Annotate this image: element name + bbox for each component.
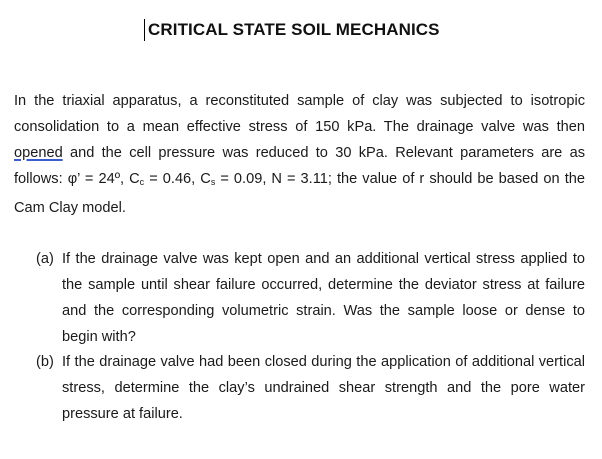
text-cursor	[144, 19, 145, 41]
question-b-text: If the drainage valve had been closed during the application of additional vertical stress, determine the clay’s undrained shear strength and the pore water pressure at failure.	[62, 354, 585, 422]
intro-text-4: = 0.09, N = 3.11; the value of r should be based on the Cam Clay model.	[14, 171, 585, 216]
spellcheck-flagged-word[interactable]: opened	[14, 145, 63, 161]
question-b	[36, 349, 585, 427]
intro-text-1: In the triaxial apparatus, a reconstituted sample of clay was subjected to isotropic consolidation to a mean effective stress of 150 kPa. The drainage valve was then	[14, 93, 585, 135]
problem-statement	[14, 88, 585, 221]
question-a-label: (a)	[36, 251, 54, 267]
title-block	[144, 18, 440, 42]
cc-subscript: c	[139, 177, 145, 187]
question-a-text: If the drainage valve was kept open and an additional vertical stress applied to the sample until shear failure occurred, determine the deviator stress at failure and the corresponding volumetric strain. Was the sample loose or dense to begin with?	[62, 251, 585, 345]
document-title: CRITICAL STATE SOIL MECHANICS	[148, 20, 440, 39]
cs-subscript: s	[210, 177, 216, 187]
intro-text-3: = 0.46, C	[144, 171, 211, 187]
question-b-label: (b)	[36, 354, 54, 370]
question-a	[36, 246, 585, 350]
intro-text-2: and the cell pressure was reduced to 30 kPa. Relevant parameters are as follows: φ’ = 24º, C	[14, 145, 585, 187]
